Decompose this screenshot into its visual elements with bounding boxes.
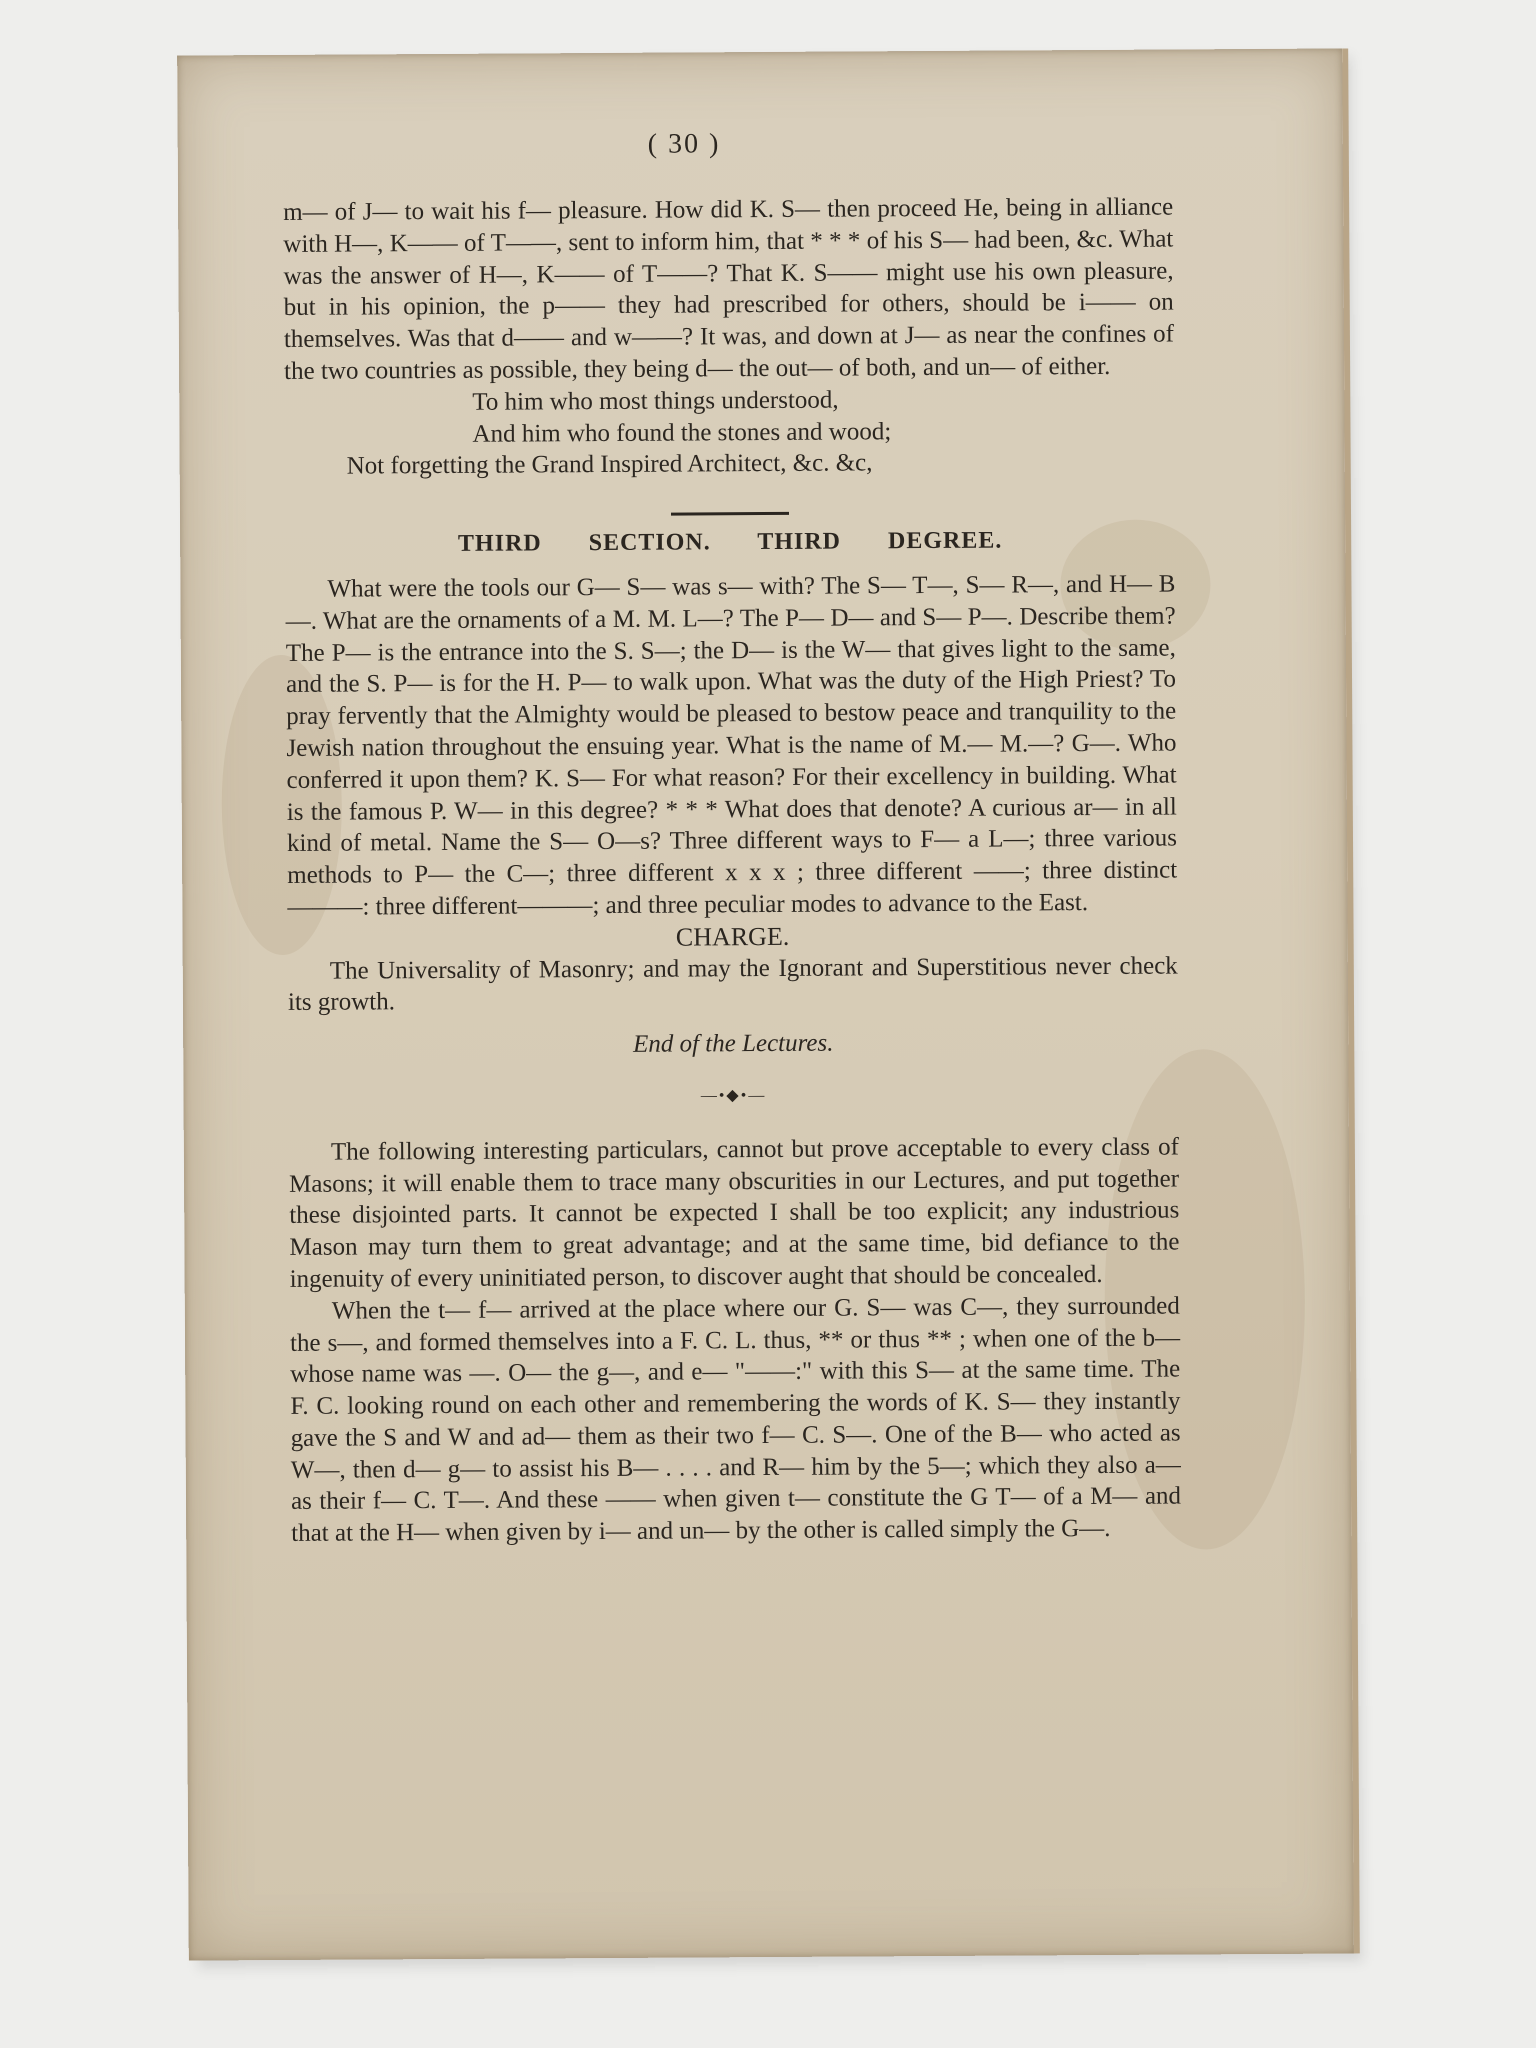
paragraph-top: m— of J— to wait his f— pleasure. How did K. S— then proceed He, being in alliance with H—, K—— of T——, sent to inform him, that * * * of his S— had been, &c. What was the answer of H—, K—— of T——? That K. S—— might use his own pleasure, but in his opinion, the p—— they had prescribed for others, should be i—— on themselves. Was that d—— and w——? It was, and down at J— as near the confines of the two countries as possible, they being d— the out— of both, and un— of either. [283, 193, 1174, 385]
ornament-divider: —•◆•— [700, 1086, 767, 1105]
section-heading: THIRD SECTION. THIRD DEGREE. [457, 527, 1003, 558]
verse-line-2: And him who found the stones and wood; [472, 417, 892, 448]
page-number: ( 30 ) [647, 128, 721, 160]
verse-line-1: To him who most things understood, [472, 386, 839, 416]
charge-heading: CHARGE. [675, 921, 790, 952]
section-divider [671, 512, 789, 516]
closing-paragraph-1: The following interesting particulars, cannot but prove acceptable to every class of Masons; it will enable them to trace many obscurities in our Lectures, and put together these disjointed parts. It cannot be expected I shall be too explicit; any industrious Mason may turn them to great advantage; and at the same time, bid defiance to the ingenuity of every uninitiated person, to discover aught that should be concealed. [289, 1133, 1180, 1293]
section-text: What were the tools our G— S— was s— with? The S— T—, S— R—, and H— B—. What are the ornaments of a M. M. L—? The P— D— and S— P—. Describe them? The P— is the entrance into the S. S—; the D— is the W— that gives light to the same, and the S. P— is for the H. P— to walk upon. What was the duty of the High Priest? To pray fervently that the Almighty would be pleased to bestow peace and tranquility to the Jewish nation throughout the ensuing year. What is the name of M.— M.—? G—. Who conferred it upon them? K. S— For what reason? For their excellency in building. What is the famous P. W— in this degree? * * * What does that denote? A curious ar— in all kind of metal. Name the S— O—s? Three different ways to F— a L—; three various methods to P— the C—; three different x x x ; three different ——; three distinct ———: three different———; and three peculiar modes to advance to the East. [285, 570, 1178, 921]
charge-text: The Universality of Masonry; and may the Ignorant and Superstitious never check its growth. [287, 952, 1178, 1017]
book-page [177, 48, 1360, 1960]
verse-line-3: Not forgetting the Grand Inspired Architect, &c. &c, [346, 449, 873, 480]
closing-paragraph-2: When the t— f— arrived at the place where our G. S— was C—, they surrounded the s—, and formed themselves into a F. C. L. thus, ** or thus ** ; when one of the b— whose name was —. O— the g—, and e— "——:" with this S— at the same time. The F. C. looking round on each other and remembering the words of K. S— they instantly gave the S and W and ad— them as their two f— C. S—. One of the B— who acted as W—, then d— g— to assist his B— . . . . and R— him by the 5—; which they also a— as their f— C. T—. And these —— when given t— constitute the G T— of a M— and that at the H— when given by i— and un— by the other is called simply the G—. [289, 1292, 1182, 1548]
end-note: End of the Lectures. [632, 1029, 834, 1058]
body-text [283, 192, 1181, 1550]
verse [284, 382, 1175, 483]
